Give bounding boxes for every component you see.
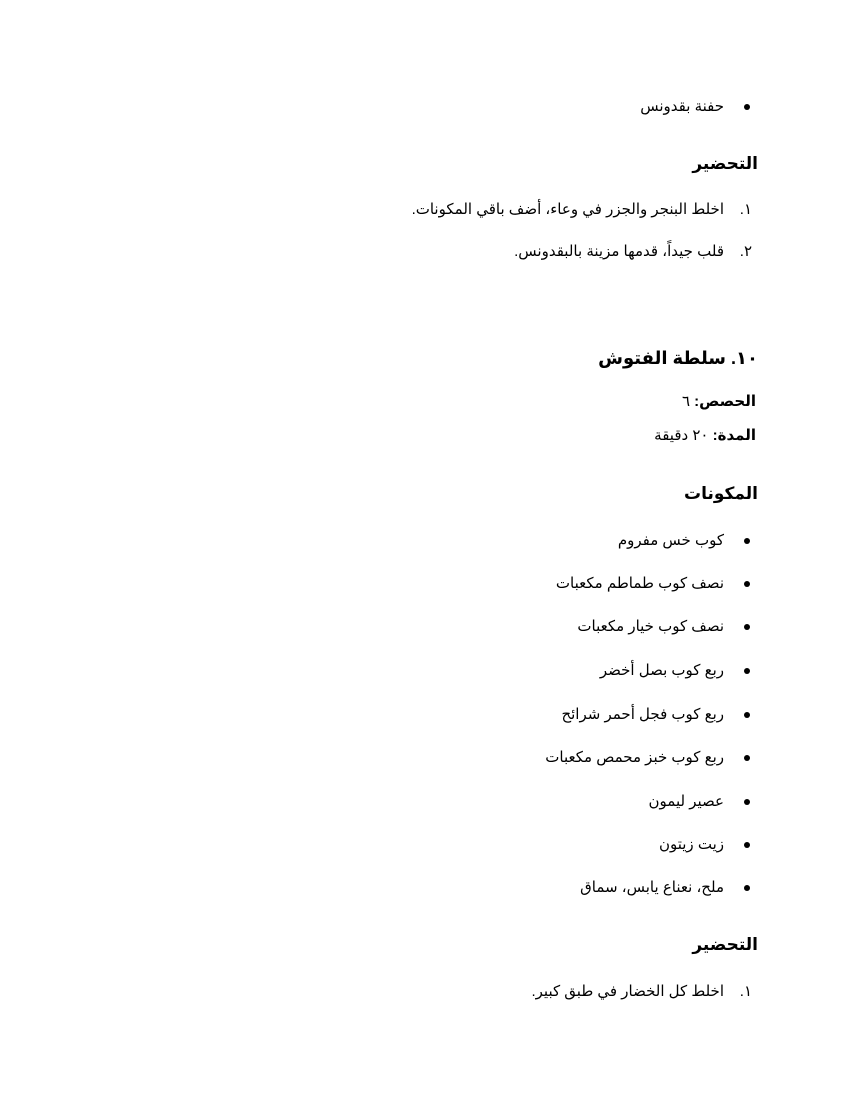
- bullet-icon: [744, 668, 750, 674]
- ingredient-text: ربع كوب خبز محمص مكعبات: [545, 749, 724, 766]
- list-item: [98, 659, 758, 683]
- bullet-icon: [744, 104, 750, 110]
- step-text: قلب جيداً، قدمها مزينة بالبقدونس.: [514, 243, 724, 260]
- step-item: [98, 980, 758, 1004]
- servings-line: [96, 391, 756, 413]
- bullet-icon: [744, 799, 750, 805]
- bullet-icon: [744, 581, 750, 587]
- ingredient-text: عصير ليمون: [648, 793, 724, 810]
- list-item: [98, 615, 758, 639]
- list-item: [98, 746, 758, 770]
- list-item: [98, 703, 758, 727]
- step-item: [98, 240, 758, 264]
- ingredient-text: ملح، نعناع يابس، سماق: [580, 879, 724, 896]
- bullet-icon: [744, 755, 750, 761]
- step-number: ١.: [739, 201, 752, 218]
- bullet-icon: [744, 712, 750, 718]
- duration-value: ٢٠ دقيقة: [654, 427, 709, 444]
- recipe-title: ١٠. سلطة الفتوش: [598, 348, 758, 368]
- preparation-heading: التحضير: [692, 154, 758, 173]
- bullet-icon: [744, 842, 750, 848]
- ingredient-text: حفنة بقدونس: [640, 98, 724, 115]
- list-item: [98, 529, 758, 553]
- list-item: [98, 95, 758, 119]
- ingredient-text: نصف كوب خيار مكعبات: [577, 618, 724, 635]
- ingredient-text: زيت زيتون: [658, 836, 724, 853]
- ingredient-text: ربع كوب بصل أخضر: [599, 662, 724, 679]
- duration-label: المدة:: [712, 427, 756, 444]
- step-text: اخلط البنجر والجزر في وعاء، أضف باقي المكونات.: [411, 201, 724, 218]
- ingredient-text: نصف كوب طماطم مكعبات: [555, 575, 724, 592]
- ingredient-text: كوب خس مفروم: [617, 532, 724, 549]
- ingredients-heading: المكونات: [683, 484, 758, 503]
- bullet-icon: [744, 624, 750, 630]
- servings-value: ٦: [681, 393, 690, 410]
- bullet-icon: [744, 538, 750, 544]
- servings-label: الحصص:: [694, 393, 756, 410]
- list-item: [98, 572, 758, 596]
- step-number: ٢.: [739, 243, 752, 260]
- ingredient-text: ربع كوب فجل أحمر شرائح: [561, 706, 724, 723]
- list-item: [98, 790, 758, 814]
- list-item: [98, 833, 758, 857]
- list-item: [98, 876, 758, 900]
- step-item: [98, 198, 758, 222]
- step-number: ١.: [739, 983, 752, 1000]
- step-text: اخلط كل الخضار في طبق كبير.: [531, 983, 724, 1000]
- duration-line: [96, 425, 756, 447]
- bullet-icon: [744, 885, 750, 891]
- preparation-heading: التحضير: [692, 935, 758, 954]
